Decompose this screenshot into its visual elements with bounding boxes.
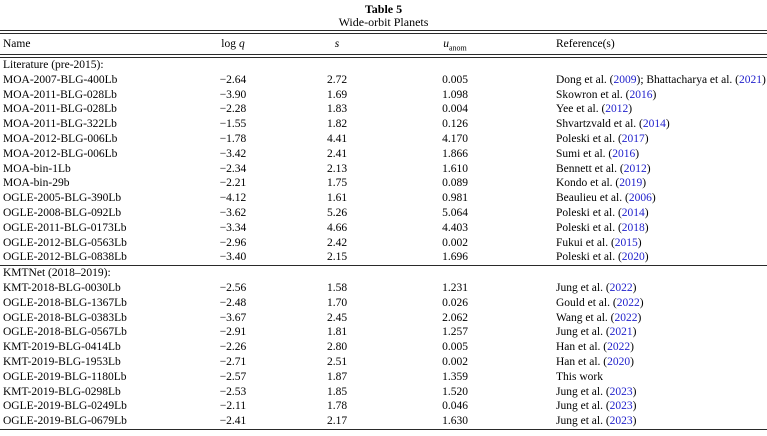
reference-text: ) [642, 177, 647, 190]
reference-text: ) [632, 281, 637, 294]
uanom-cell: 0.005 [442, 341, 468, 354]
reference-cell [519, 147, 767, 162]
table-row [0, 162, 767, 177]
col-header-logq [183, 34, 283, 54]
uanom-cell: 1.610 [442, 162, 468, 175]
logq-cell: −2.11 [219, 400, 247, 413]
reference-cell [519, 355, 767, 370]
logq-cell: −2.71 [219, 355, 247, 368]
col-header-s [283, 34, 391, 54]
reference-text: ) [632, 400, 637, 413]
s-cell: 2.15 [326, 251, 348, 264]
uanom-cell: 2.062 [442, 311, 468, 324]
table-bottom-rule [0, 429, 767, 430]
table-row [0, 355, 767, 370]
table-row [0, 250, 767, 265]
reference-cell [519, 311, 767, 326]
s-cell: 2.45 [326, 311, 348, 324]
reference-cell [519, 117, 767, 132]
logq-cell: −3.42 [219, 147, 247, 160]
citation-year-link[interactable]: 2020 [621, 251, 645, 264]
logq-cell: −2.21 [219, 177, 247, 190]
uanom-cell: 0.026 [442, 296, 468, 309]
planet-name-cell: OGLE-2019-BLG-1180Lb [3, 370, 127, 383]
logq-cell: −1.78 [219, 132, 247, 145]
planet-name-cell: KMT-2019-BLG-1953Lb [3, 355, 121, 368]
reference-text: Han et al. ( [556, 355, 608, 368]
logq-prefix: log [221, 38, 236, 50]
s-cell: 1.75 [326, 177, 348, 190]
planet-name-cell: OGLE-2005-BLG-390Lb [3, 192, 122, 205]
citation-year-link[interactable]: 2022 [616, 296, 640, 309]
reference-text: ) [644, 132, 649, 145]
table-row [0, 414, 767, 429]
citation-year-link[interactable]: 2018 [621, 221, 645, 234]
planet-name-cell: OGLE-2011-BLG-0173Lb [3, 221, 127, 234]
planet-name-cell: KMT-2018-BLG-0030Lb [3, 281, 121, 294]
reference-text: Poleski et al. ( [556, 206, 622, 219]
reference-cell [519, 206, 767, 221]
reference-cell [519, 88, 767, 103]
reference-text: ) [644, 251, 649, 264]
citation-year-link[interactable]: 2014 [642, 118, 666, 131]
table-row [0, 132, 767, 147]
logq-cell: −2.96 [219, 236, 247, 249]
s-cell: 5.26 [326, 206, 348, 219]
uanom-cell: 0.046 [442, 400, 468, 413]
s-cell: 1.83 [326, 103, 348, 116]
planet-name-cell: OGLE-2012-BLG-0838Lb [3, 251, 127, 264]
s-cell: 1.70 [326, 296, 348, 309]
logq-cell: −3.40 [219, 251, 247, 264]
logq-cell: −2.91 [219, 326, 247, 339]
table-caption: Wide-orbit Planets [338, 15, 429, 29]
reference-text: Fukui et al. ( [556, 236, 615, 249]
planet-name-cell: MOA-2011-BLG-322Lb [3, 118, 117, 131]
reference-text: ) [665, 118, 670, 131]
logq-cell: −2.64 [219, 73, 247, 86]
reference-cell [519, 370, 767, 385]
citation-year-link[interactable]: 2017 [621, 132, 645, 145]
logq-cell: −2.56 [219, 281, 247, 294]
logq-cell: −3.90 [219, 88, 247, 101]
planet-name-cell: MOA-2011-BLG-028Lb [3, 88, 117, 101]
reference-text: Han et al. ( [556, 341, 608, 354]
uanom-cell: 1.866 [442, 147, 468, 160]
reference-text: ) [632, 385, 637, 398]
citation-year-link[interactable]: 2019 [619, 177, 643, 190]
citation-year-link[interactable]: 2014 [621, 206, 645, 219]
planet-name-cell: OGLE-2018-BLG-0567Lb [3, 326, 127, 339]
s-cell: 4.66 [326, 221, 348, 234]
reference-cell [519, 221, 767, 236]
planet-name-cell: MOA-2007-BLG-400Lb [3, 73, 118, 86]
uanom-cell: 1.231 [442, 281, 468, 294]
table-row [0, 399, 767, 414]
table-row [0, 385, 767, 400]
u-subscript: anom [448, 43, 467, 53]
citation-year-link[interactable]: 2020 [607, 355, 631, 368]
reference-text: ) [628, 103, 633, 116]
s-cell: 2.17 [326, 415, 348, 428]
col-header-name: Name [3, 38, 31, 50]
reference-text: ) [646, 162, 651, 175]
s-cell: 2.41 [326, 147, 348, 160]
planet-name-cell: OGLE-2018-BLG-0383Lb [3, 311, 127, 324]
table-row [0, 206, 767, 221]
citation-year-link[interactable]: 2022 [614, 311, 638, 324]
uanom-cell: 5.064 [442, 206, 468, 219]
logq-cell: −2.48 [219, 296, 247, 309]
table-row [0, 117, 767, 132]
s-cell: 2.80 [326, 341, 348, 354]
reference-text: Gould et al. ( [556, 296, 617, 309]
table-header-row [0, 34, 767, 54]
citation-year-link[interactable]: 2021 [609, 326, 633, 339]
uanom-cell: 0.126 [442, 118, 468, 131]
uanom-cell: 1.257 [442, 326, 468, 339]
reference-text: ) [632, 415, 637, 428]
citation-year-link[interactable]: 2006 [628, 192, 652, 205]
planet-name-cell: OGLE-2012-BLG-0563Lb [3, 236, 127, 249]
table-row [0, 296, 767, 311]
reference-text: ) [637, 311, 642, 324]
table-row [0, 102, 767, 117]
citation-year-link[interactable]: 2015 [614, 236, 638, 249]
citation-year-link[interactable]: 2023 [609, 385, 633, 398]
planet-name-cell: MOA-bin-1Lb [3, 162, 71, 175]
uanom-cell: 1.359 [442, 370, 468, 383]
reference-cell [519, 191, 767, 206]
logq-cell: −2.57 [219, 370, 247, 383]
citation-year-link[interactable]: 2009 [613, 73, 637, 86]
table-row [0, 311, 767, 326]
uanom-cell: 1.630 [442, 415, 468, 428]
s-cell: 1.78 [326, 400, 348, 413]
reference-text: ) [637, 236, 642, 249]
uanom-cell: 1.696 [442, 251, 468, 264]
reference-cell [519, 176, 767, 191]
reference-cell [519, 281, 767, 296]
reference-cell [519, 162, 767, 177]
reference-cell [519, 102, 767, 117]
planet-name-cell: MOA-2012-BLG-006Lb [3, 132, 118, 145]
reference-cell [519, 399, 767, 414]
s-cell: 1.58 [326, 281, 348, 294]
reference-text: Sumi et al. ( [556, 147, 613, 160]
reference-text: Dong et al. ( [556, 73, 614, 86]
planet-name-cell: OGLE-2018-BLG-1367Lb [3, 296, 127, 309]
logq-cell: −2.28 [219, 103, 247, 116]
uanom-cell: 1.520 [442, 385, 468, 398]
logq-cell: −3.34 [219, 221, 247, 234]
reference-text: Jung et al. ( [556, 400, 610, 413]
citation-year-link[interactable]: 2012 [605, 103, 629, 116]
planet-name-cell: MOA-bin-29b [3, 177, 70, 190]
logq-cell: −2.34 [219, 162, 247, 175]
reference-cell [519, 132, 767, 147]
logq-cell: −3.67 [219, 311, 247, 324]
s-cell: 4.41 [326, 132, 348, 145]
s-cell: 2.13 [326, 162, 348, 175]
planet-name-cell: OGLE-2019-BLG-0679Lb [3, 415, 127, 428]
reference-cell [519, 296, 767, 311]
uanom-cell: 1.098 [442, 88, 468, 101]
reference-text: ) [644, 206, 649, 219]
reference-cell [519, 236, 767, 251]
reference-text: ) [644, 221, 649, 234]
reference-text: Beaulieu et al. ( [556, 192, 629, 205]
uanom-cell: 0.089 [442, 177, 468, 190]
reference-text: ) [652, 88, 657, 101]
reference-text: Kondo et al. ( [556, 177, 620, 190]
logq-cell: −4.12 [219, 192, 247, 205]
reference-text: Jung et al. ( [556, 281, 610, 294]
logq-cell: −1.55 [219, 118, 247, 131]
table-row [0, 236, 767, 251]
reference-text: Jung et al. ( [556, 385, 610, 398]
planet-name-cell: MOA-2011-BLG-028Lb [3, 103, 117, 116]
s-cell: 2.51 [326, 355, 348, 368]
s-cell: 1.85 [326, 385, 348, 398]
table-row [0, 73, 767, 88]
table-row [0, 176, 767, 191]
reference-text: Shvartzvald et al. ( [556, 118, 643, 131]
reference-text: This work [556, 370, 603, 383]
table-row [0, 88, 767, 103]
table-number-title: Table 5 [364, 2, 403, 16]
reference-text: Poleski et al. ( [556, 221, 622, 234]
logq-cell: −2.26 [219, 341, 247, 354]
reference-cell [519, 340, 767, 355]
table-section-row [0, 266, 767, 281]
uanom-cell: 0.002 [442, 236, 468, 249]
reference-text: Wang et al. ( [556, 311, 615, 324]
logq-symbol: q [238, 38, 245, 50]
reference-text: Poleski et al. ( [556, 132, 622, 145]
table-row [0, 370, 767, 385]
s-symbol: s [334, 38, 340, 50]
table-row [0, 281, 767, 296]
reference-text: ) [635, 147, 640, 160]
s-cell: 1.87 [326, 370, 348, 383]
logq-cell: −3.62 [219, 206, 247, 219]
planet-name-cell: OGLE-2019-BLG-0249Lb [3, 400, 127, 413]
planet-name-cell: KMT-2019-BLG-0414Lb [3, 341, 121, 354]
s-cell: 2.42 [326, 236, 348, 249]
citation-year-link[interactable]: 2012 [623, 162, 647, 175]
s-cell: 1.81 [326, 326, 348, 339]
reference-text: Skowron et al. ( [556, 88, 630, 101]
uanom-cell: 0.005 [442, 73, 468, 86]
reference-text: ) [761, 73, 766, 86]
reference-text: ) [632, 326, 637, 339]
reference-text: ) [630, 355, 634, 368]
s-cell: 2.72 [326, 73, 348, 86]
reference-text: ) [639, 296, 644, 309]
table-row [0, 325, 767, 340]
uanom-cell: 4.170 [442, 132, 468, 145]
citation-year-link[interactable]: 2016 [629, 88, 653, 101]
s-cell: 1.69 [326, 88, 348, 101]
table-row [0, 221, 767, 236]
citation-year-link[interactable]: 2023 [609, 400, 633, 413]
reference-cell [519, 414, 767, 429]
col-header-references: Reference(s) [556, 38, 615, 50]
table-row [0, 191, 767, 206]
table-row [0, 147, 767, 162]
reference-text: Poleski et al. ( [556, 251, 622, 264]
reference-text: ) [651, 192, 656, 205]
table-body [0, 58, 767, 429]
reference-text: Bennett et al. ( [556, 162, 624, 175]
planet-name-cell: KMT-2019-BLG-0298Lb [3, 385, 121, 398]
table-row [0, 340, 767, 355]
reference-cell [519, 325, 767, 340]
reference-cell [519, 250, 767, 265]
uanom-cell: 0.002 [442, 355, 468, 368]
s-cell: 1.61 [326, 192, 348, 205]
planet-name-cell: MOA-2012-BLG-006Lb [3, 147, 118, 160]
citation-year-link[interactable]: 2016 [612, 147, 636, 160]
uanom-cell: 4.403 [442, 221, 468, 234]
uanom-cell: 0.981 [442, 192, 468, 205]
logq-cell: −2.41 [219, 415, 247, 428]
citation-year-link[interactable]: 2021 [738, 73, 762, 86]
reference-cell [519, 385, 767, 400]
logq-cell: −2.53 [219, 385, 247, 398]
reference-text: Jung et al. ( [556, 326, 610, 339]
planet-name-cell: OGLE-2008-BLG-092Lb [3, 206, 122, 219]
u-symbol: u [443, 38, 449, 50]
table-section-row [0, 58, 767, 73]
reference-cell [519, 73, 767, 88]
section-label: KMTNet (2018–2019): [3, 267, 111, 280]
citation-year-link[interactable]: 2022 [609, 281, 633, 294]
uanom-cell: 0.004 [442, 103, 468, 116]
reference-text: Yee et al. ( [556, 103, 606, 116]
col-header-uanom [391, 34, 519, 54]
s-cell: 1.82 [326, 118, 348, 131]
section-label: Literature (pre-2015): [3, 59, 104, 71]
reference-text: ); Bhattacharya et al. ( [636, 73, 739, 86]
citation-year-link[interactable]: 2022 [607, 341, 631, 354]
reference-text: ) [630, 341, 634, 354]
reference-text: Jung et al. ( [556, 415, 610, 428]
citation-year-link[interactable]: 2023 [609, 415, 633, 428]
